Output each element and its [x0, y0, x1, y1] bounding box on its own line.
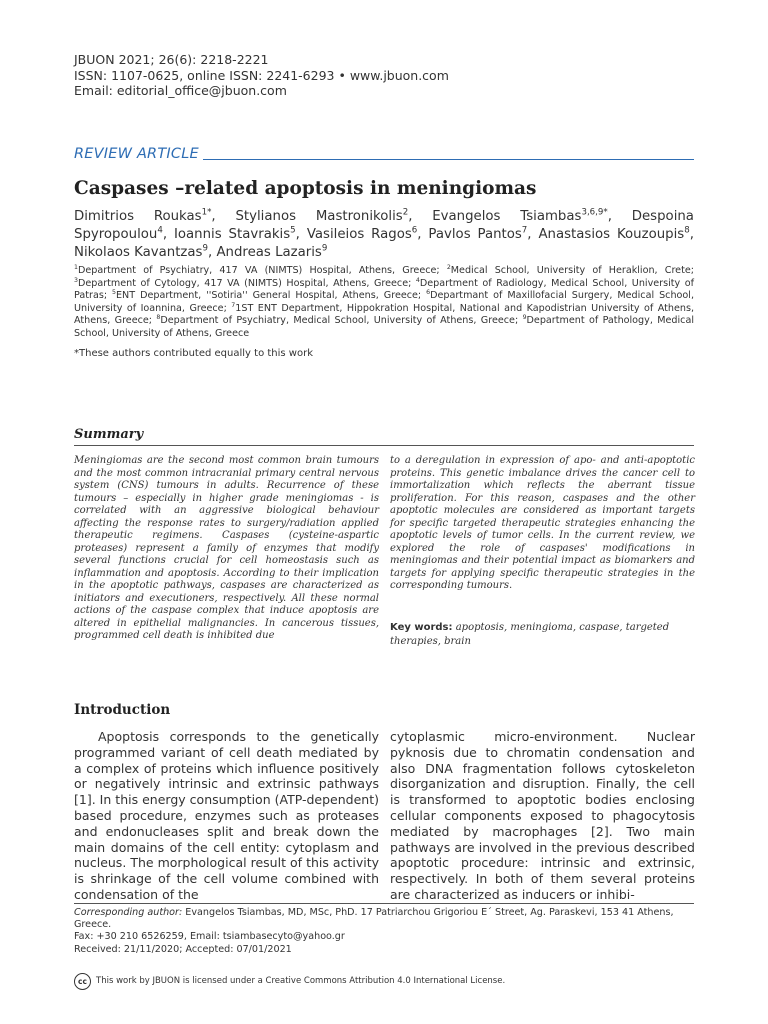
corresponding-label: Corresponding author:: [74, 907, 183, 918]
journal-email: Email: editorial_office@jbuon.com: [74, 83, 287, 98]
affiliation-marker: 5: [112, 289, 116, 296]
author-affiliation-marker: 6: [411, 225, 418, 236]
affiliation-list: [74, 265, 694, 341]
author-name: Evangelos Tsiambas: [432, 209, 582, 224]
affiliation-text: Department of Psychiatry, 417 VA (NIMTS) Hospital, Athens, Greece;: [77, 265, 447, 276]
affiliation-marker: 7: [231, 301, 236, 309]
summary-text-right: to a deregulation in expression of apo- and anti-apoptotic proteins. This genetic imbalance drives the cancer cell to immortalization which reflects the aberrant tissue proliferation. For this reason, caspases and the other apoptotic molecules are considered as important targets for specific targeted therapeutic strategies enhancing the apoptotic levels of tumor cells. In the current review, we explored the role of caspases' modifications in meningiomas and their potential impact as biomarkers and targets for applying specific therapeutic strategies in the corresponding tumours.: [390, 455, 695, 591]
summary-rule: [74, 445, 694, 446]
author-affiliation-marker: 1*: [201, 207, 212, 218]
affiliation-text: Department of Radiology, Medical School, University of Patras;: [74, 277, 694, 302]
introduction-heading: Introduction: [74, 702, 171, 718]
article-title: Caspases –related apoptosis in meningiomas: [74, 178, 537, 199]
affiliation-marker: 2: [446, 263, 451, 271]
affiliation-marker: 3: [74, 276, 78, 284]
affiliation-marker: 4: [415, 276, 420, 284]
summary-text-left: Meningiomas are the second most common brain tumours and the most common intracranial primary central nervous system (CNS) tumours in adults. Recurrence of these tumours – especially in higher grade meningiomas - is correlated with an aggressive biological behaviour affecting the response rates to surgery/radiation applied therapeutic regimens. Caspases (cysteine-aspartic proteases) represent a family of enzymes that modify several functions crucial for cell homeostasis such as inflammation and apoptosis. According to their implication in the apoptotic pathways, caspases are characterized as initiators and executioners, respectively. All these normal actions of the caspase complex that induce apoptosis are altered in epithelial malignancies. In cancerous tissues, programmed cell death is inhibited due: [74, 455, 379, 641]
author-list: Dimitrios Roukas$^{1*}$, Stylianos Mastronikolis$^2$, Evangelos Tsiambas$^{3,6,9*}$, Despoina Spyropoulou$^4$, Ioannis Stavrakis$^5$, Vasileios Ragos$^6$, Pavlos Pantos$^7$, Anastasios Kouzoupis$^8$, Nikolaos Kavantzas$^9$, Andreas Lazaris$^9$: [74, 207, 694, 260]
author-name: Anastasios Kouzoupis: [538, 227, 685, 242]
affiliation-text: 1ST ENT Department, Hippokration Hospital, National and Kapodistrian University of Athens, Athens, Greece;: [74, 302, 694, 327]
journal-header: [74, 52, 449, 99]
introduction-text-left: [74, 729, 379, 903]
author-affiliation-marker: 3,6,9*: [581, 207, 608, 218]
author-affiliation-marker: 8: [684, 225, 690, 236]
author-name: Stylianos Mastronikolis: [235, 209, 403, 224]
article-type: REVIEW ARTICLE: [74, 146, 199, 162]
footer-rule: [74, 903, 694, 904]
affiliation-text: Departmant of Maxillofacial Surgery, Medical School, University of Ioannina, Greece;: [74, 290, 694, 314]
author-affiliation-marker: 7: [521, 225, 528, 236]
corresponding-author-block: [74, 907, 694, 956]
affiliation-marker: 6: [426, 289, 431, 296]
author-name: Pavlos Pantos: [428, 227, 522, 242]
article-type-rule: [203, 159, 694, 160]
corresponding-author: [74, 907, 694, 931]
author-affiliation-marker: 4: [157, 225, 163, 236]
keywords-label: Key words:: [390, 622, 453, 633]
license-text: This work by JBUON is licensed under a Creative Commons Attribution 4.0 International License.: [96, 976, 506, 986]
keywords: [390, 621, 695, 649]
affiliation-marker: 8: [156, 314, 161, 322]
author-affiliation-marker: 9: [202, 243, 208, 254]
author-name: Dimitrios Roukas: [74, 209, 202, 224]
author-name: Andreas Lazaris: [216, 245, 322, 260]
received-accepted-dates: Received: 21/11/2020; Accepted: 07/01/2021: [74, 943, 292, 955]
affiliation-text: ENT Department, ''Sotiria'' General Hospital, Athens, Greece;: [116, 290, 427, 302]
author-name: Nikolaos Kavantzas: [74, 245, 203, 260]
contact-info: Fax: +30 210 6526259, Email: tsiambasecyto@yahoo.gr: [74, 931, 345, 943]
corresponding-text: Evangelos Tsiambas, MD, MSc, PhD. 17 Patriarchou Grigoriou E´ Street, Ag. Paraskevi, 153 41 Athens, Greece.: [74, 907, 674, 931]
affiliation-text: Department of Cytology, 417 VA (NIMTS) Hospital, Athens, Greece;: [77, 277, 416, 289]
affiliation-text: Medical School, University of Heraklion, Crete;: [450, 265, 694, 276]
equal-contribution-note: *These authors contributed equally to this work: [74, 348, 313, 359]
affiliation-text: Department of Psychiatry, Medical School, University of Athens, Greece;: [160, 315, 523, 327]
introduction-text-right: cytoplasmic micro-environment. Nuclear pyknosis due to chromatin condensation and also DNA fragmentation follows cytoskeleton disorganization and disruption. Finally, the cell is transformed to apoptotic bodies enclosing cellular components exposed to phagocytosis mediated by macrophages [2]. Two main pathways are involved in the previous described apoptotic procedure: intrinsic and extrinsic, respectively. In both of them several proteins are characterized as inducers or inhibi-: [390, 729, 695, 902]
author-affiliation-marker: 9: [321, 243, 328, 254]
affiliation-marker: 1: [74, 263, 78, 271]
summary-heading: Summary: [74, 427, 144, 442]
introduction-paragraph-left: Apoptosis corresponds to the genetically programmed variant of cell death mediated by a complex of proteins which influence positively or negatively intrinsic and extrinsic pathways [1]. In this energy consumption (ATP-dependent) based procedure, enzymes such as proteases and endonucleases split and break down the main domains of the cell entity: cytoplasm and nucleus. The morphological result of this activity is shrinkage of the cell volume combined with condensation of the: [74, 729, 379, 902]
author-affiliation-marker: 2: [402, 207, 409, 218]
affiliation-text: Department of Pathology, Medical School, University of Athens, Greece: [74, 315, 694, 339]
affiliation-marker: 9: [522, 314, 527, 322]
author-name: Ioannis Stavrakis: [173, 227, 291, 242]
author-affiliation-marker: 5: [290, 225, 296, 236]
journal-issn: ISSN: 1107-0625, online ISSN: 2241-6293 • www.jbuon.com: [74, 67, 449, 83]
journal-citation: JBUON 2021; 26(6): 2218-2221: [74, 52, 269, 67]
creative-commons-icon: cc: [74, 973, 91, 990]
author-name: Despoina Spyropoulou: [74, 209, 694, 242]
keywords-list: apoptosis, meningioma, caspase, targeted therapies, brain: [390, 622, 670, 647]
author-name: Vasileios Ragos: [306, 227, 412, 242]
